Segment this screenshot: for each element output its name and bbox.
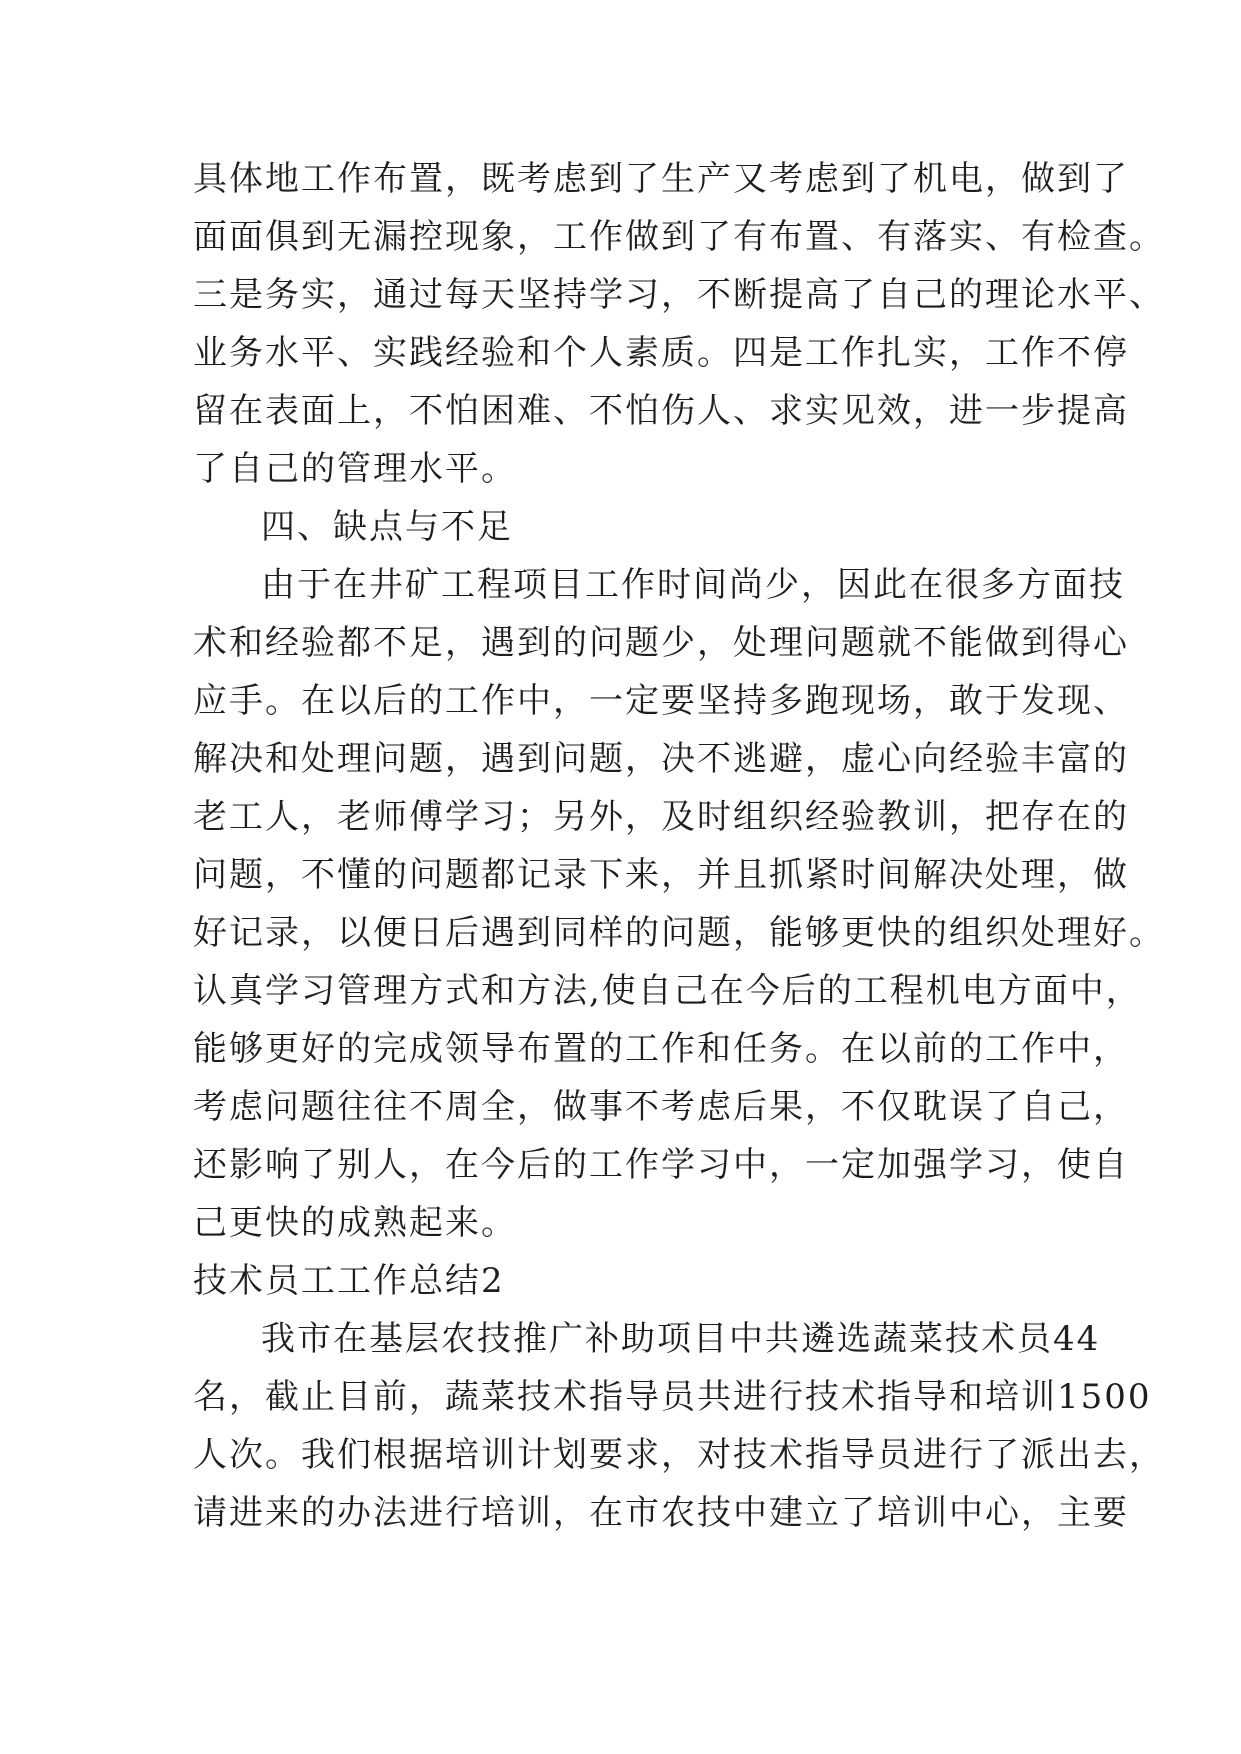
text-line: 还影响了别人，在今后的工作学习中，一定加强学习，使自: [193, 1145, 1129, 1185]
text-line: 人次。我们根据培训计划要求，对技术指导员进行了派出去，: [193, 1435, 1165, 1475]
document-subtitle: 技术员工工作总结2: [193, 1261, 505, 1301]
text-line: 留在表面上，不怕困难、不怕伤人、求实见效，进一步提高: [193, 391, 1129, 431]
text-line: 业务水平、实践经验和个人素质。四是工作扎实，工作不停: [193, 333, 1129, 373]
text-line: 认真学习管理方式和方法,使自己在今后的工程机电方面中，: [193, 971, 1142, 1011]
text-line: 面面俱到无漏控现象，工作做到了有布置、有落实、有检查。: [193, 217, 1165, 257]
text-line: 三是务实，通过每天坚持学习，不断提高了自己的理论水平、: [193, 275, 1165, 315]
text-line: 名，截止目前，蔬菜技术指导员共进行技术指导和培训1500: [193, 1377, 1152, 1417]
text-line: 老工人，老师傅学习；另外，及时组织经验教训，把存在的: [193, 797, 1129, 837]
text-line: 能够更好的完成领导布置的工作和任务。在以前的工作中，: [193, 1029, 1129, 1069]
document-body: [193, 150, 1165, 1542]
text-line: 好记录，以便日后遇到同样的问题，能够更快的组织处理好。: [193, 913, 1165, 953]
text-line: 解决和处理问题，遇到问题，决不逃避，虚心向经验丰富的: [193, 739, 1129, 779]
text-line: 由于在井矿工程项目工作时间尚少，因此在很多方面技: [261, 565, 1125, 605]
text-line: 应手。在以后的工作中，一定要坚持多跑现场，敢于发现、: [193, 681, 1129, 721]
section-heading: 四、缺点与不足: [261, 507, 513, 547]
text-line: 术和经验都不足，遇到的问题少，处理问题就不能做到得心: [193, 623, 1129, 663]
text-line: 请进来的办法进行培训，在市农技中建立了培训中心，主要: [193, 1493, 1129, 1533]
text-line: 考虑问题往往不周全，做事不考虑后果，不仅耽误了自己，: [193, 1087, 1129, 1127]
text-line: 了自己的管理水平。: [193, 449, 517, 489]
text-line: 问题，不懂的问题都记录下来，并且抓紧时间解决处理，做: [193, 855, 1129, 895]
text-line: 我市在基层农技推广补助项目中共遴选蔬菜技术员44: [261, 1319, 1101, 1359]
text-line: 己更快的成熟起来。: [193, 1203, 517, 1243]
text-line: 具体地工作布置，既考虑到了生产又考虑到了机电，做到了: [193, 159, 1129, 199]
